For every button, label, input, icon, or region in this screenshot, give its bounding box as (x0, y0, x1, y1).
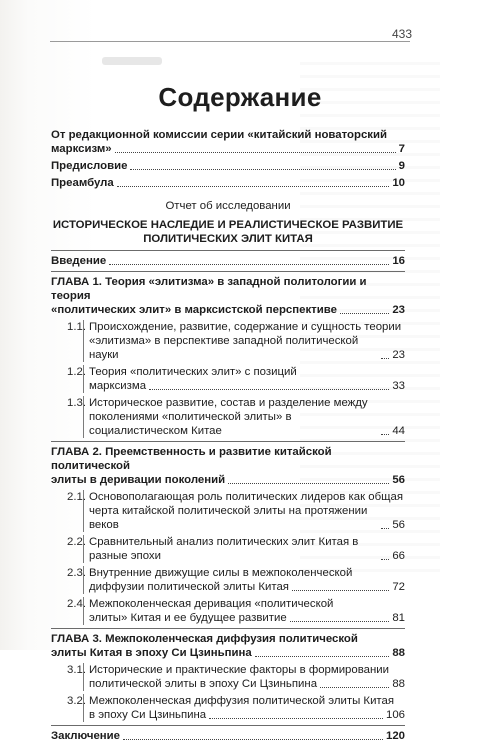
section-line1: Межпоколенческая деривация «политической (89, 598, 334, 610)
section-number: 1.2. (67, 366, 86, 378)
chapter-3-line2: элиты Китая в эпоху Си Цзиньпина (51, 647, 252, 659)
toc-entry-editorial (51, 128, 405, 156)
table-of-contents (51, 128, 405, 746)
toc-entry-conclusion (51, 725, 405, 743)
toc-section (51, 597, 405, 625)
section-page: 23 (392, 349, 405, 361)
toc-section (51, 365, 405, 393)
leader-dots (117, 186, 390, 187)
report-label: Отчет об исследовании (165, 200, 291, 212)
leader-dots (292, 590, 389, 591)
leader-dots (228, 483, 389, 484)
section-line1: Теория «политических элит» с позиций (89, 366, 297, 378)
leader-dots (209, 718, 383, 719)
leader-dots (255, 656, 390, 657)
toc-section (51, 566, 405, 594)
section-line2: диффузии политической элиты Китая (89, 581, 289, 593)
section-line2: в эпоху Си Цзиньпина (89, 709, 207, 721)
chapter-2-line1: ГЛАВА 2. Преемственность и развитие китайской политической (51, 446, 332, 472)
section-line2: черта китайской политической элиты на протяжении веков (89, 505, 368, 531)
leader-dots (340, 313, 389, 314)
section-line1: Историческое развитие, состав и разделение между (89, 397, 368, 409)
leader-dots (320, 687, 389, 688)
leader-dots (149, 389, 389, 390)
section-number: 3.1. (67, 664, 86, 676)
section-page: 33 (392, 380, 405, 392)
section-line2: элиты» Китая и ее будущее развитие (89, 612, 287, 624)
section-page: 56 (392, 519, 405, 531)
toc-entry-intro-page: 16 (392, 255, 405, 267)
chapter-1-page: 23 (392, 304, 405, 316)
section-number: 2.1. (67, 491, 86, 503)
report-title-line1: ИСТОРИЧЕСКОЕ НАСЛЕДИЕ И РЕАЛИСТИЧЕСКОЕ РАЗВИТИЕ (52, 219, 404, 231)
chapter-3-page: 88 (392, 647, 405, 659)
section-number: 1.3. (67, 397, 86, 409)
toc-chapter-1 (51, 271, 405, 317)
chapter-1-line2: «политических элит» в марксистской перспективе (51, 304, 337, 316)
section-page: 72 (392, 581, 405, 593)
toc-entry-preamble (51, 176, 405, 190)
toc-entry-preface-label: Предисловие (51, 160, 128, 172)
section-page: 44 (392, 425, 405, 437)
leader-dots (115, 152, 396, 153)
section-line1: Основополагающая роль политических лидеров как общая (89, 491, 403, 503)
chapter-2-page: 56 (392, 474, 405, 486)
leader-dots (381, 358, 389, 359)
section-page: 81 (392, 612, 405, 624)
chapter-2-line2: элиты в деривации поколений (51, 474, 226, 486)
section-page: 106 (385, 709, 405, 721)
leader-dots (109, 264, 389, 265)
section-number: 1.1. (67, 321, 86, 333)
toc-section (51, 320, 405, 362)
leader-dots (123, 739, 383, 740)
section-line2: политической элиты в эпоху Си Цзиньпина (89, 678, 318, 690)
toc-chapter-2 (51, 441, 405, 487)
leader-dots (381, 528, 389, 529)
toc-chapter-3 (51, 628, 405, 660)
section-page: 88 (392, 678, 405, 690)
section-line1: Исторические и практические факторы в формировании (89, 664, 390, 676)
toc-entry-intro (51, 250, 405, 268)
chapter-1-line1: ГЛАВА 1. Теория «элитизма» в западной политологии и теория (51, 276, 367, 302)
section-number: 3.2. (67, 695, 86, 707)
section-line1: Межпоколенческая диффузия политической элиты Китая (89, 695, 395, 707)
section-line1: Происхождение, развитие, содержание и сущность теории (89, 321, 402, 333)
toc-entry-editorial-page: 7 (398, 143, 405, 155)
section-number: 2.4. (67, 598, 86, 610)
toc-section (51, 694, 405, 722)
leader-dots (290, 621, 390, 622)
page-title: Содержание (158, 82, 322, 112)
toc-entry-editorial-line1: От редакционной комиссии серии «китайский новаторский (51, 129, 388, 141)
toc-entry-preface (51, 159, 405, 173)
leader-dots (381, 559, 389, 560)
toc-section (51, 396, 405, 438)
section-page: 66 (392, 550, 405, 562)
section-line2: марксизма (89, 380, 147, 392)
section-line1: Внутренние движущие силы в межпоколенческой (89, 567, 353, 579)
report-title (51, 218, 405, 246)
toc-section (51, 490, 405, 532)
toc-entry-editorial-line2: марксизм» (51, 143, 112, 155)
toc-entry-intro-label: Введение (51, 255, 107, 267)
running-header-ghost (102, 57, 162, 65)
running-header (50, 27, 410, 42)
leader-dots (381, 434, 389, 435)
toc-entry-preamble-page: 10 (392, 177, 405, 189)
section-number: 2.3. (67, 567, 86, 579)
toc-entry-conclusion-page: 120 (385, 730, 405, 742)
toc-entry-conclusion-label: Заключение (51, 730, 121, 742)
section-line2: поколениями «политической элиты» в социалистическом Китае (89, 411, 292, 437)
section-number: 2.2. (67, 536, 86, 548)
section-line1: Сравнительный анализ политических элит Китая в разные эпохи (89, 536, 359, 562)
toc-section (51, 535, 405, 563)
report-title-line2: ПОЛИТИЧЕСКИХ ЭЛИТ КИТАЯ (143, 233, 313, 245)
toc-entry-preface-page: 9 (398, 160, 405, 172)
toc-section (51, 663, 405, 691)
section-line2: «элитизма» в перспективе западной политической науки (89, 335, 359, 361)
leader-dots (130, 169, 395, 170)
page-number: 433 (391, 27, 412, 41)
chapter-3-line1: ГЛАВА 3. Межпоколенческая диффузия политической (51, 633, 358, 645)
toc-entry-preamble-label: Преамбула (51, 177, 114, 189)
